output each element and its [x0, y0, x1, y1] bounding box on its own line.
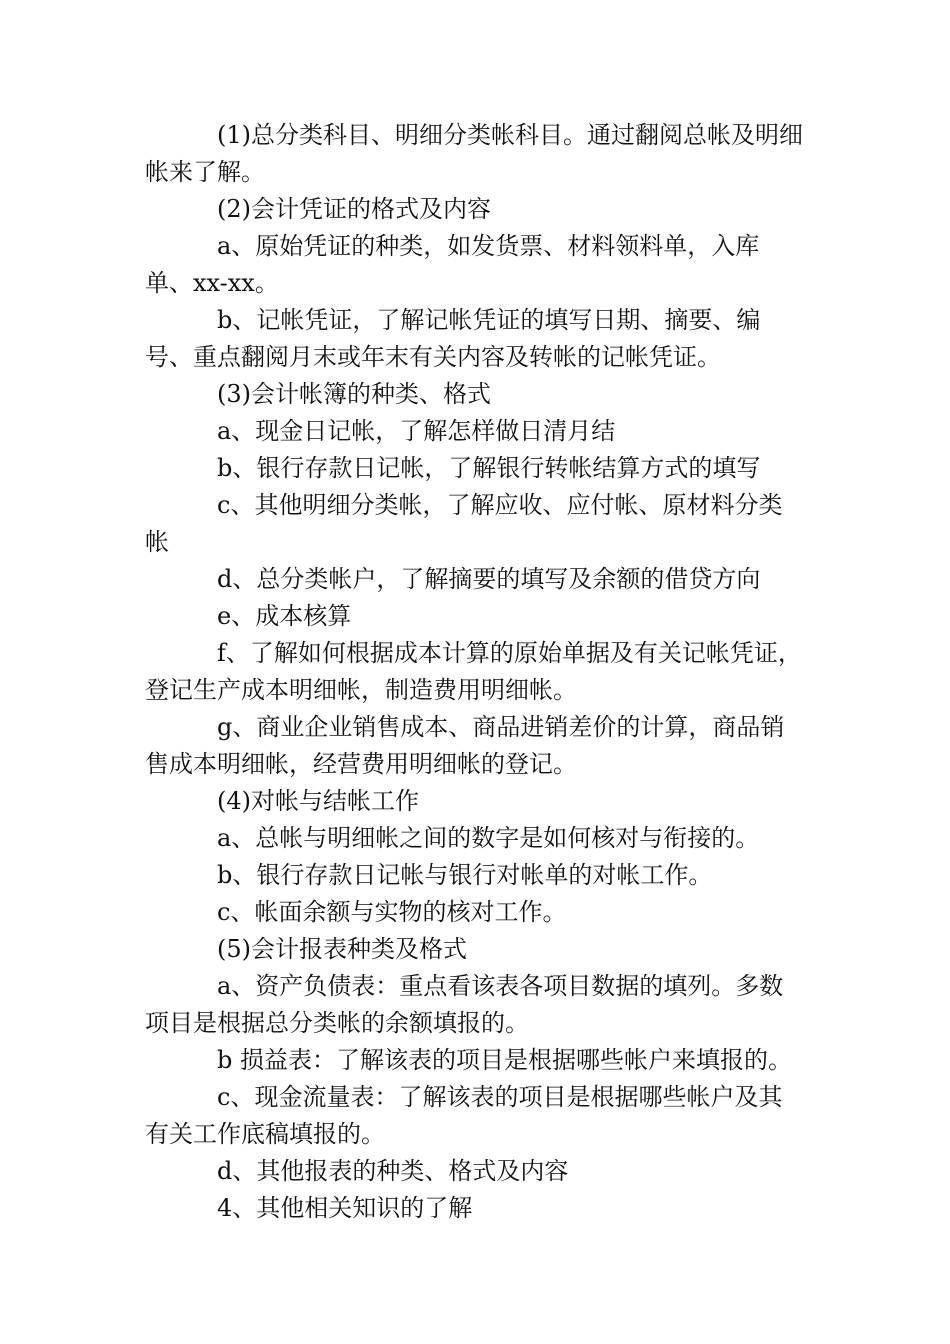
paragraph: b、银行存款日记帐，了解银行转帐结算方式的填写: [217, 454, 761, 482]
paragraph: b、银行存款日记帐与银行对帐单的对帐工作。: [217, 861, 713, 889]
paragraph: 4、其他相关知识的了解: [217, 1194, 473, 1222]
paragraph: (3)会计帐簿的种类、格式: [217, 380, 491, 408]
paragraph: d、其他报表的种类、格式及内容: [217, 1157, 569, 1185]
paragraph: b、记帐凭证，了解记帐凭证的填写日期、摘要、编号、重点翻阅月末或年末有关内容及转帐的记帐凭证。: [145, 306, 761, 371]
paragraph: c、现金流量表：了解该表的项目是根据哪些帐户及其有关工作底稿填报的。: [145, 1083, 783, 1148]
paragraph: b 损益表：了解该表的项目是根据哪些帐户来填报的。: [217, 1046, 792, 1074]
paragraph: d、总分类帐户，了解摘要的填写及余额的借贷方向: [217, 565, 761, 593]
paragraph: f、了解如何根据成本计算的原始单据及有关记帐凭证，登记生产成本明细帐，制造费用明细帐。: [145, 639, 802, 704]
paragraph: a、现金日记帐，了解怎样做日清月结: [217, 417, 616, 445]
paragraph: c、帐面余额与实物的核对工作。: [217, 898, 567, 926]
paragraph: (4)对帐与结帐工作: [217, 787, 419, 815]
paragraph: a、总帐与明细帐之间的数字是如何核对与衔接的。: [217, 824, 760, 852]
paragraph: g、商业企业销售成本、商品进销差价的计算，商品销售成本明细帐，经营费用明细帐的登记。: [145, 713, 785, 778]
paragraph: c、其他明细分类帐，了解应收、应付帐、原材料分类帐: [145, 491, 783, 556]
paragraph: (5)会计报表种类及格式: [217, 935, 467, 963]
paragraph: (1)总分类科目、明细分类帐科目。通过翻阅总帐及明细帐来了解。: [145, 121, 803, 186]
paragraph: a、原始凭证的种类，如发货票、材料领料单，入库单、xx-xx。: [145, 232, 760, 297]
paragraph: e、成本核算: [217, 602, 352, 630]
paragraph: a、资产负债表：重点看该表各项目数据的填列。多数项目是根据总分类帐的余额填报的。: [145, 972, 784, 1037]
paragraph: (2)会计凭证的格式及内容: [217, 195, 491, 223]
document-body: [145, 117, 805, 1227]
